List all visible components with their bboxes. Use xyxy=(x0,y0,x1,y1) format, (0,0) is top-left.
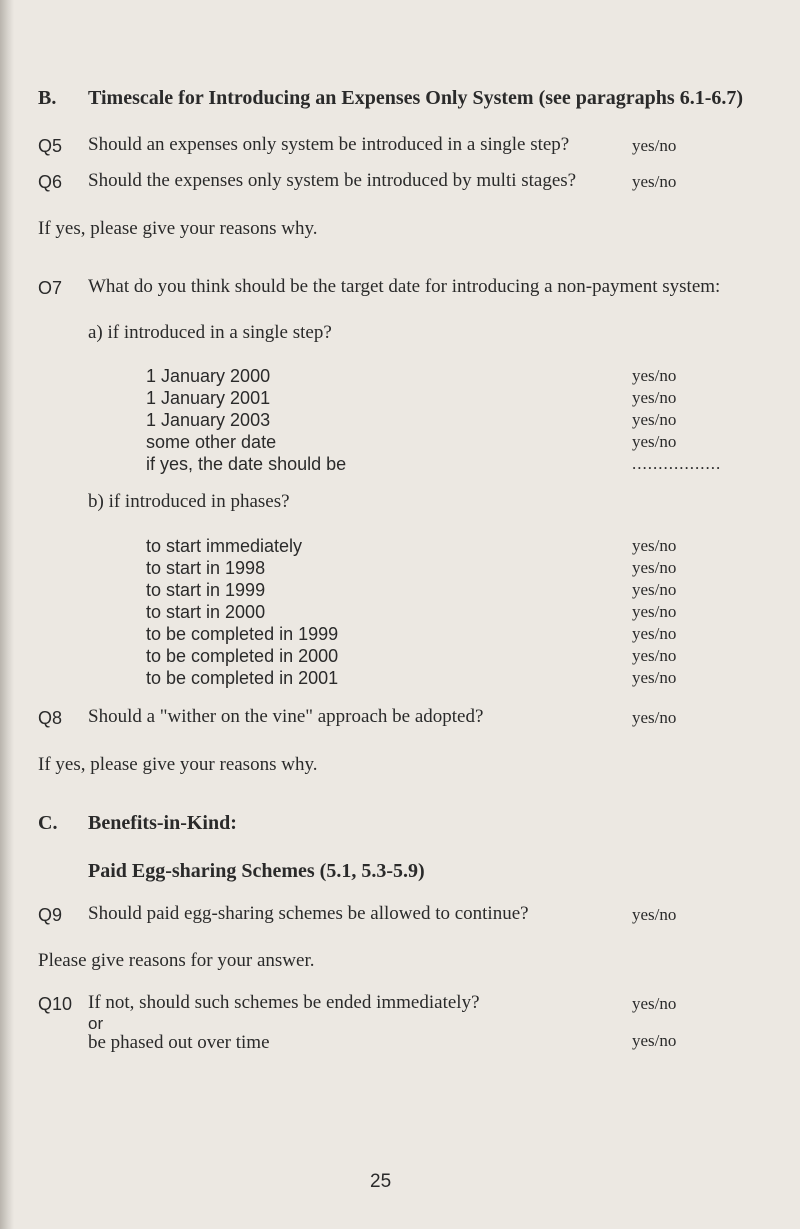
option-answer: yes/no xyxy=(632,366,677,385)
section-c-title: Benefits-in-Kind: xyxy=(88,812,237,834)
q10-answer-2: yes/no xyxy=(632,1031,677,1050)
option-label: to start in 2000 xyxy=(146,602,266,622)
option-answer: yes/no xyxy=(632,432,677,451)
option-answer: yes/no xyxy=(632,388,677,407)
option-label: some other date xyxy=(146,432,277,452)
section-c-subtitle: Paid Egg-sharing Schemes (5.1, 5.3-5.9) xyxy=(88,860,425,882)
q8-number: Q8 xyxy=(38,708,63,728)
q10-text: If not, should such schemes be ended immediately? xyxy=(88,992,480,1013)
option-label: to be completed in 1999 xyxy=(146,624,339,644)
list-item xyxy=(146,387,686,409)
q5-answer: yes/no xyxy=(632,136,677,155)
q6-answer: yes/no xyxy=(632,172,677,191)
option-label: to be completed in 2000 xyxy=(146,646,339,666)
section-b-title: Timescale for Introducing an Expenses Only System (see paragraphs 6.1-6.7) xyxy=(88,87,744,109)
option-answer: yes/no xyxy=(632,646,677,665)
section-c-label: C. xyxy=(38,812,58,834)
option-answer: yes/no xyxy=(632,580,677,599)
q9-number: Q9 xyxy=(38,905,63,925)
list-item xyxy=(146,453,722,475)
q9-text: Should paid egg-sharing schemes be allowed to continue? xyxy=(88,903,529,924)
option-answer: yes/no xyxy=(632,668,677,687)
option-answer: yes/no xyxy=(632,536,677,555)
option-answer: yes/no xyxy=(632,410,677,429)
reasons-prompt-2: If yes, please give your reasons why. xyxy=(38,754,318,775)
option-label: 1 January 2001 xyxy=(146,388,271,408)
list-item xyxy=(146,431,686,453)
q10-number: Q10 xyxy=(38,994,73,1014)
q7-part-a-label: a) if introduced in a single step? xyxy=(88,322,332,343)
q10-answer: yes/no xyxy=(632,994,677,1013)
list-item xyxy=(146,409,686,431)
q7-number: O7 xyxy=(38,278,63,298)
q7-part-a-options xyxy=(146,365,722,475)
option-answer: yes/no xyxy=(632,602,677,621)
list-item xyxy=(146,645,686,667)
option-label: to start immediately xyxy=(146,536,303,556)
list-item xyxy=(146,623,686,645)
option-answer: yes/no xyxy=(632,624,677,643)
date-label: if yes, the date should be xyxy=(146,454,347,474)
q7-text: What do you think should be the target date for introducing a non-payment system: xyxy=(88,276,721,297)
list-item xyxy=(146,601,686,623)
q10-text-2: be phased out over time xyxy=(88,1032,270,1053)
list-item xyxy=(146,667,686,689)
option-answer: yes/no xyxy=(632,558,677,577)
option-label: to be completed in 2001 xyxy=(146,668,339,688)
option-label: 1 January 2003 xyxy=(146,410,271,430)
list-item xyxy=(146,579,686,601)
q5-number: Q5 xyxy=(38,136,63,156)
q6-text: Should the expenses only system be introduced by multi stages? xyxy=(88,170,577,191)
q7-part-b-options xyxy=(146,535,686,689)
q6-number: Q6 xyxy=(38,172,63,192)
list-item xyxy=(146,365,686,387)
date-fill-line: ................. xyxy=(632,454,722,473)
section-b-label: B. xyxy=(38,87,57,109)
q7-part-b-label: b) if introduced in phases? xyxy=(88,491,290,512)
option-label: to start in 1999 xyxy=(146,580,266,600)
option-label: 1 January 2000 xyxy=(146,366,271,386)
option-label: to start in 1998 xyxy=(146,558,266,578)
q9-answer: yes/no xyxy=(632,905,677,924)
q10-or: or xyxy=(88,1014,104,1033)
q5-text: Should an expenses only system be introduced in a single step? xyxy=(88,134,570,155)
list-item xyxy=(146,557,686,579)
page-number: 25 xyxy=(370,1171,392,1192)
q8-answer: yes/no xyxy=(632,708,677,727)
q8-text: Should a "wither on the vine" approach be adopted? xyxy=(88,706,484,727)
reasons-prompt-1: If yes, please give your reasons why. xyxy=(38,218,318,239)
reasons-prompt-3: Please give reasons for your answer. xyxy=(38,950,315,971)
list-item xyxy=(146,535,686,557)
